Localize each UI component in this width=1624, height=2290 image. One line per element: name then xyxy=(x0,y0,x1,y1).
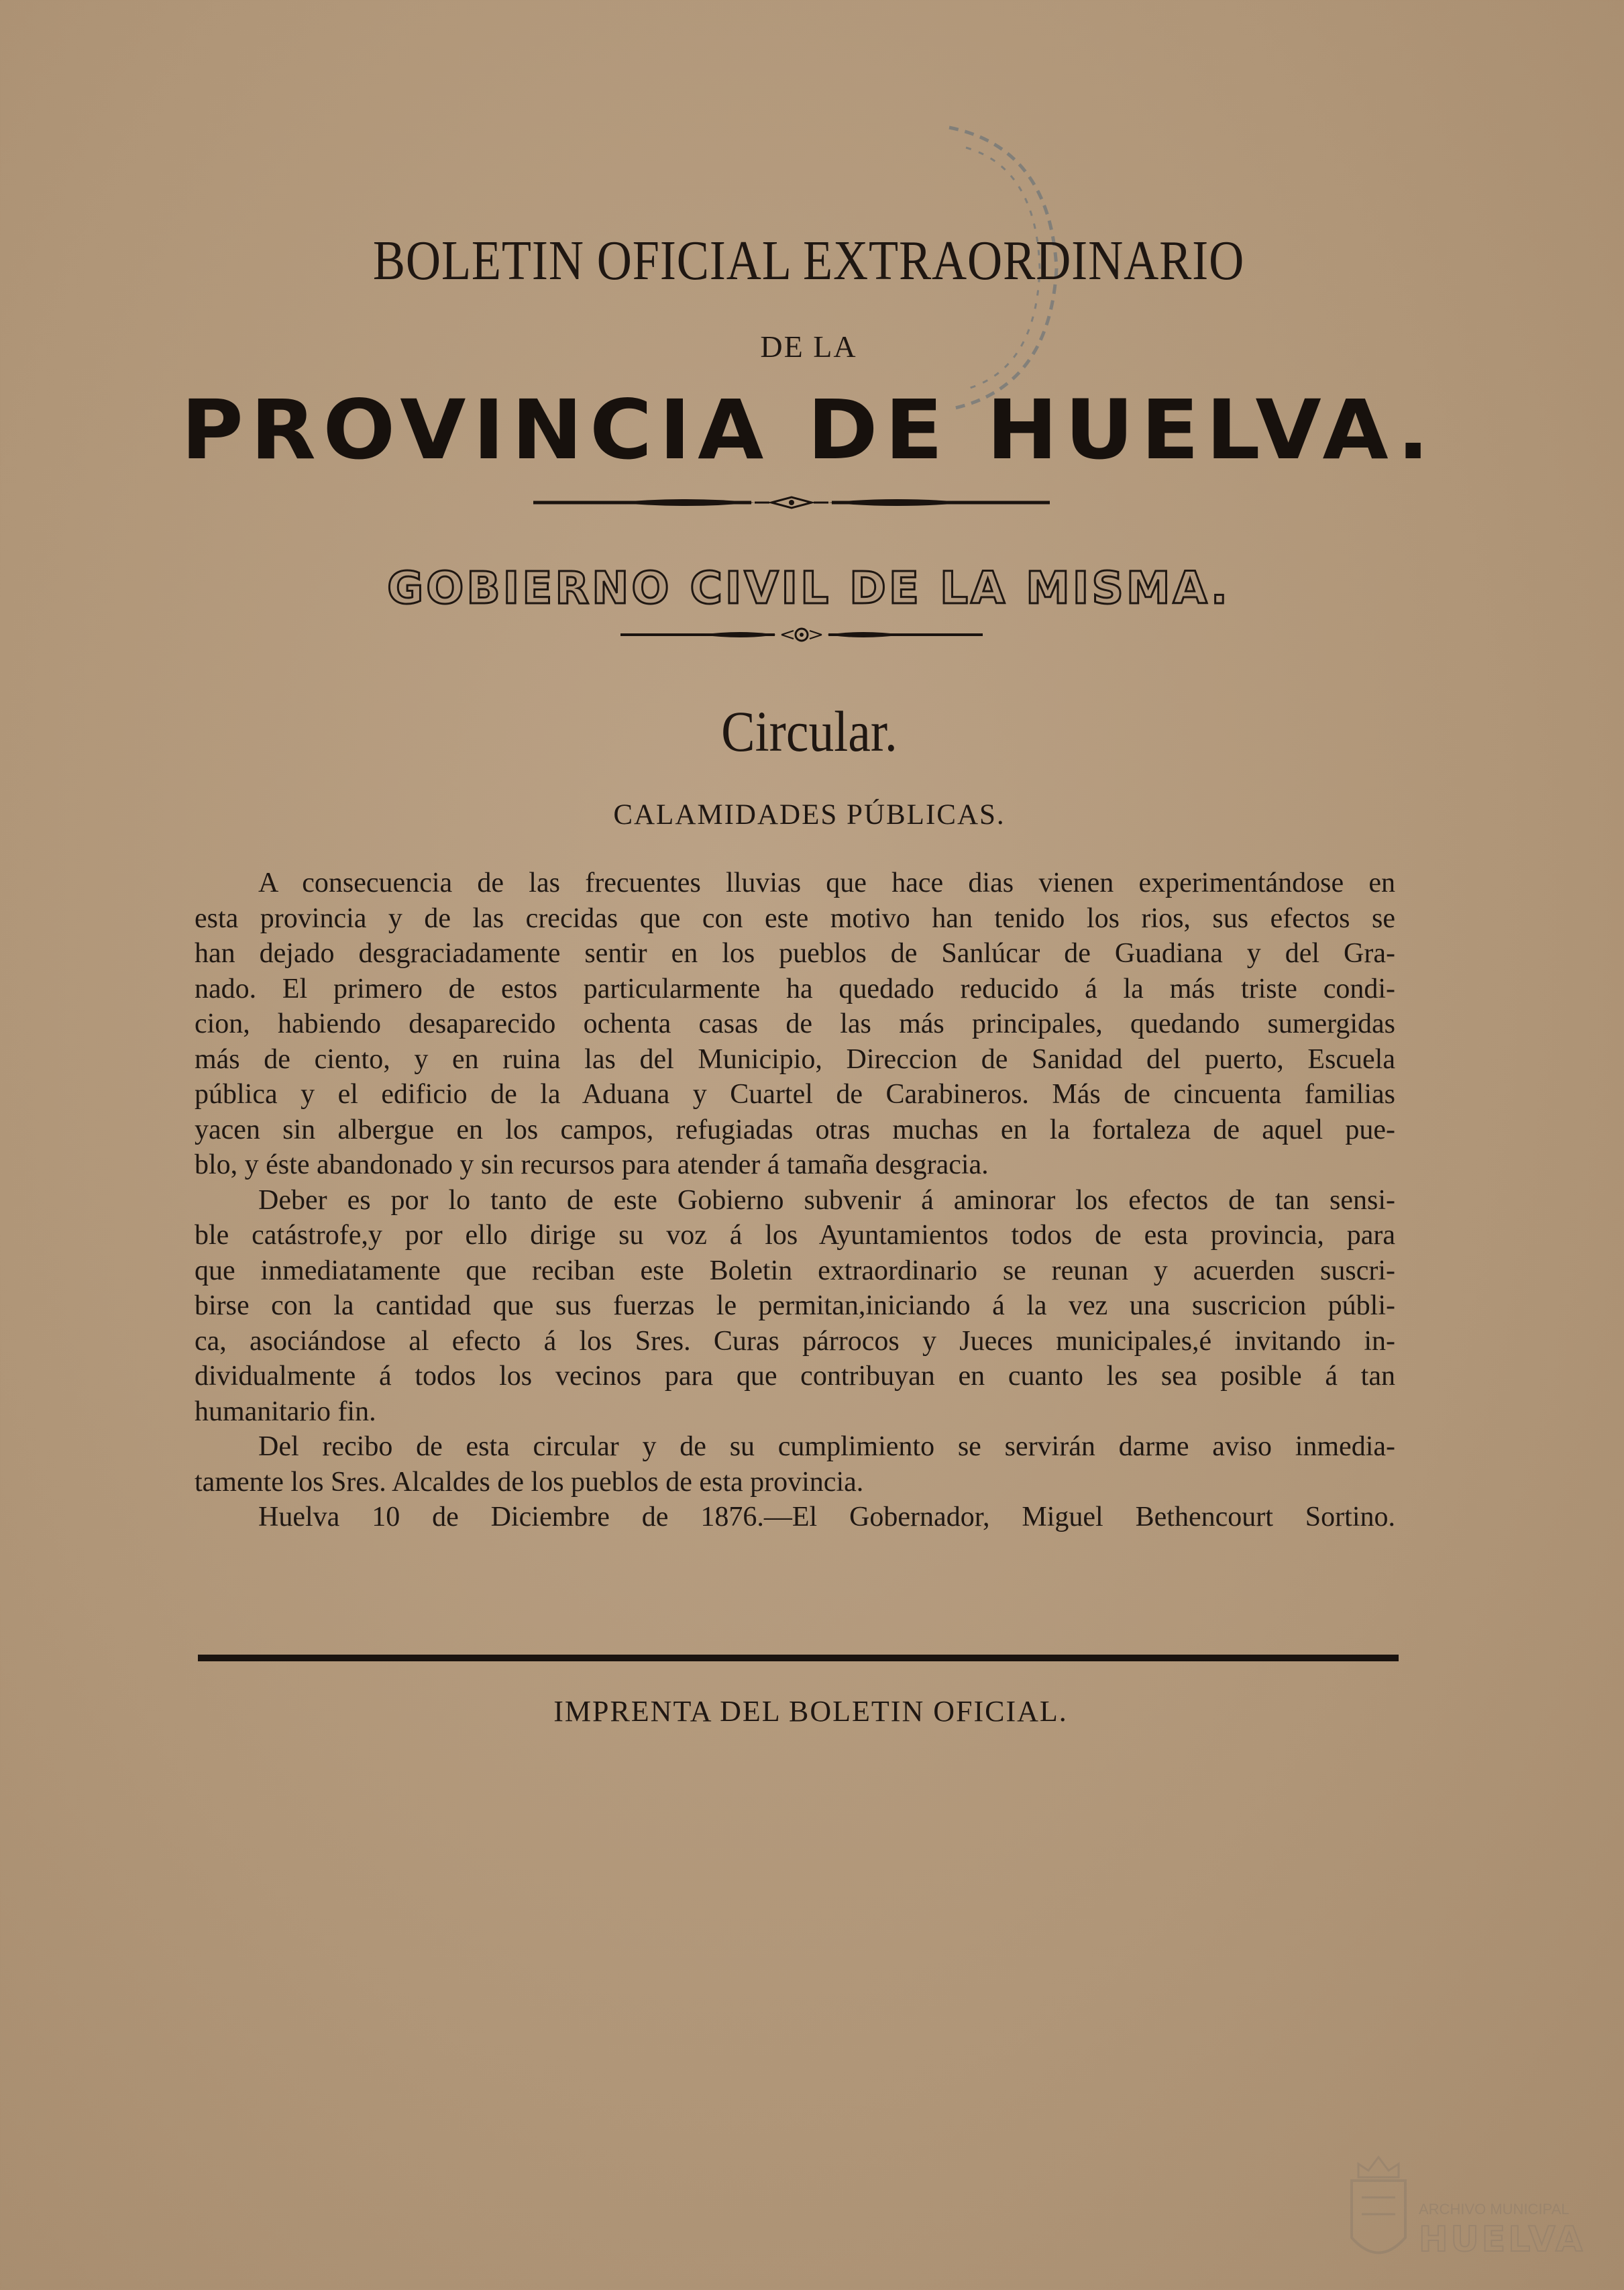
province-title: PROVINCIA DE HUELVA. xyxy=(180,382,1437,478)
body-line: cion, habiendo desaparecido ochenta casas de las más principales, quedando sumergidas xyxy=(195,1008,1395,1039)
watermark-subtext: ARCHIVO MUNICIPAL xyxy=(1419,2201,1570,2218)
body-line: que inmediatamente que reciban este Boletin extraordinario se reunan y acuerden suscri- xyxy=(195,1255,1395,1286)
bulletin-title: BOLETIN OFICIAL EXTRAORDINARIO xyxy=(372,229,1245,292)
body-line: nado. El primero de estos particularmente ha quedado reducido á la más triste condi- xyxy=(195,973,1395,1004)
body-line: birse con la cantidad que sus fuerzas le permitan,iniciando á la vez una suscricion públi- xyxy=(195,1290,1395,1321)
body-line: ca, asociándose al efecto á los Sres. Curas párrocos y Jueces municipales,é invitando in- xyxy=(195,1325,1395,1357)
body-line: pública y el edificio de la Aduana y Cuartel de Carabineros. Más de cincuenta familias xyxy=(195,1079,1395,1110)
body-line: Del recibo de esta circular y de su cumplimiento se servirán darme aviso inmedia- xyxy=(258,1431,1395,1462)
government-subheading: GOBIERNO CIVIL DE LA MISMA. xyxy=(387,562,1230,614)
body-line: dividualmente á todos los vecinos para que contribuyan en cuanto les sea posible á tan xyxy=(195,1361,1395,1392)
ornamental-divider xyxy=(533,495,1050,511)
body-line: esta provincia y de las crecidas que con este motivo han tenido los rios, sus efectos se xyxy=(195,902,1395,934)
ornamental-divider-small xyxy=(620,627,983,642)
body-line: yacen sin albergue en los campos, refugiadas otras muchas en la fortaleza de aquel pue- xyxy=(195,1114,1395,1145)
bulletin-title-connector: DE LA xyxy=(760,329,857,364)
footer-rule xyxy=(198,1655,1399,1661)
signature-line: Huelva 10 de Diciembre de 1876.—El Gobernador, Miguel Bethencourt Sortino. xyxy=(258,1502,1395,1532)
body-line: han dejado desgraciadamente sentir en los pueblos de Sanlúcar de Guadiana y del Gra- xyxy=(195,938,1395,969)
body-line: ble catástrofe,y por ello dirige su voz á los Ayuntamientos todos de esta provincia, para xyxy=(195,1220,1395,1251)
body-line: Deber es por lo tanto de este Gobierno subvenir á aminorar los efectos de tan sensi- xyxy=(258,1184,1395,1216)
circular-body xyxy=(195,866,1395,1535)
circular-subtitle: CALAMIDADES PÚBLICAS. xyxy=(613,799,1006,831)
printer-imprint: IMPRENTA DEL BOLETIN OFICIAL. xyxy=(553,1695,1068,1728)
watermark-text: HUELVA xyxy=(1419,2220,1586,2260)
body-line: tamente los Sres. Alcaldes de los pueblos de esta provincia. xyxy=(195,1466,864,1498)
circular-title: Circular. xyxy=(721,699,898,764)
body-line: A consecuencia de las frecuentes lluvias que hace dias vienen experimentándose en xyxy=(258,868,1395,898)
huelva-archive-watermark xyxy=(1338,2150,1593,2278)
body-line: blo, y éste abandonado y sin recursos para atender á tamaña desgracia. xyxy=(195,1149,989,1180)
body-line: humanitario fin. xyxy=(195,1396,376,1427)
body-line: más de ciento, y en ruina las del Municipio, Direccion de Sanidad del puerto, Escuela xyxy=(195,1043,1395,1075)
